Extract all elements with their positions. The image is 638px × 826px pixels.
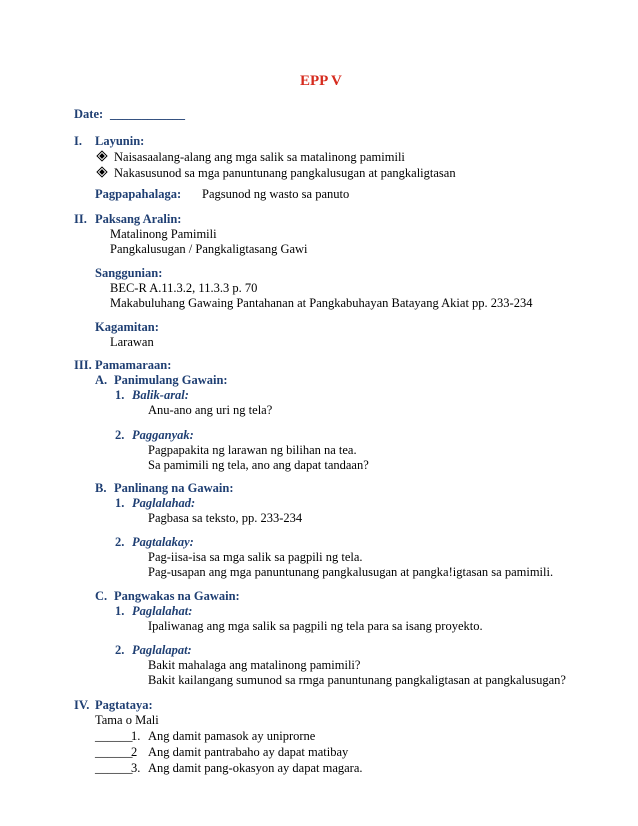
kagamitan-text: Larawan (110, 335, 154, 349)
layunin-bullet-text: Naisasaalang-alang ang mga salik sa matalinong pamimili (114, 150, 405, 164)
pagganyak-line-1: Pagpapakita ng larawan ng bilihan na tea. (148, 443, 357, 457)
sanggunian-line-2: Makabuluhang Gawaing Pantahanan at Pangkabuhayan Batayang Akiat pp. 233-234 (110, 296, 533, 310)
quiz-item-text: Ang damit pantrabaho ay dapat matibay (148, 745, 349, 759)
section-number-iii: III. (74, 358, 92, 372)
pagpapahalaga-text: Pagsunod ng wasto sa panuto (202, 187, 350, 201)
quiz-item-blank: ______ (95, 729, 133, 743)
item-number: 2. (115, 535, 125, 549)
paglalahat-heading: Paglalahat: (132, 604, 193, 618)
sanggunian-label: Sanggunian: (95, 266, 163, 280)
subsection-letter-a: A. (95, 373, 108, 387)
subsection-letter-c: C. (95, 589, 108, 603)
paglalahad-text: Pagbasa sa teksto, pp. 233-234 (148, 511, 303, 525)
pamamaraan-heading: Pamamaraan: (95, 358, 172, 372)
item-number: 1. (115, 496, 125, 510)
paksang-heading: Paksang Aralin: (95, 212, 182, 226)
pagtataya-heading: Pagtataya: (95, 698, 153, 712)
paglalahat-text: Ipaliwanag ang mga salik sa pagpili ng tela para sa isang proyekto. (148, 619, 483, 633)
subsection-letter-b: B. (95, 481, 107, 495)
paglalapat-heading: Paglalapat: (132, 643, 192, 657)
pagganyak-line-2: Sa pamimili ng tela, ano ang dapat tandaan? (148, 458, 369, 472)
paksang-line-1: Matalinong Pamimili (110, 227, 217, 241)
pangwakas-gawain-heading: Pangwakas na Gawain: (114, 589, 240, 603)
paksang-line-2: Pangkalusugan / Pangkaligtasang Gawi (110, 242, 308, 256)
item-number: 1. (115, 604, 125, 618)
quiz-item-number: 2 (131, 745, 138, 759)
quiz-item-text: Ang damit pamasok ay uniprorne (148, 729, 316, 743)
section-number-iv: IV. (74, 698, 90, 712)
layunin-bullet-1 (98, 150, 405, 165)
panimulang-gawain-heading: Panimulang Gawain: (114, 373, 228, 387)
pagtalakay-line-1: Pag-iisa-isa sa mga salik sa pagpili ng tela. (148, 550, 363, 564)
panlinang-gawain-heading: Panlinang na Gawain: (114, 481, 234, 495)
layunin-bullet-2 (98, 166, 456, 181)
date-label: Date: (74, 107, 104, 121)
date-blank: ____________ (110, 107, 185, 121)
pagganyak-heading: Pagganyak: (132, 428, 194, 442)
section-number-ii: II. (74, 212, 87, 226)
quiz-item-number: 1. (131, 729, 141, 743)
quiz-item-number: 3. (131, 761, 141, 775)
item-number: 2. (115, 428, 125, 442)
pagtalakay-heading: Pagtalakay: (132, 535, 194, 549)
kagamitan-label: Kagamitan: (95, 320, 159, 334)
layunin-heading: Layunin: (95, 134, 145, 148)
quiz-item-blank: ______ (95, 745, 133, 759)
pagtalakay-line-2: Pag-usapan ang mga panuntunang pangkalusugan at pangka!igtasan sa pamimili. (148, 565, 554, 579)
paglalapat-line-2: Bakit kailangang sumunod sa rmga panuntunang pangkaligtasan at pangkalusugan? (148, 673, 566, 687)
balik-aral-text: Anu-ano ang uri ng tela? (148, 403, 273, 417)
paglalapat-line-1: Bakit mahalaga ang matalinong pamimili? (148, 658, 361, 672)
balik-aral-heading: Balik-aral: (132, 388, 189, 402)
pagpapahalaga-label: Pagpapahalaga: (95, 187, 182, 201)
sanggunian-line-1: BEC-R A.11.3.2, 11.3.3 p. 70 (110, 281, 258, 295)
item-number: 1. (115, 388, 125, 402)
diamond-bullet-icon (96, 166, 107, 177)
quiz-item-blank: ______ (95, 761, 133, 775)
tama-o-mali-label: Tama o Mali (95, 713, 159, 727)
document-title: EPP V (300, 73, 342, 89)
diamond-bullet-icon (96, 150, 107, 161)
section-number-i: I. (74, 134, 82, 148)
item-number: 2. (115, 643, 125, 657)
layunin-bullet-text: Nakasusunod sa mga panuntunang pangkalusugan at pangkaligtasan (114, 166, 456, 180)
quiz-item-text: Ang damit pang-okasyon ay dapat magara. (148, 761, 363, 775)
paglalahad-heading: Paglalahad: (132, 496, 196, 510)
